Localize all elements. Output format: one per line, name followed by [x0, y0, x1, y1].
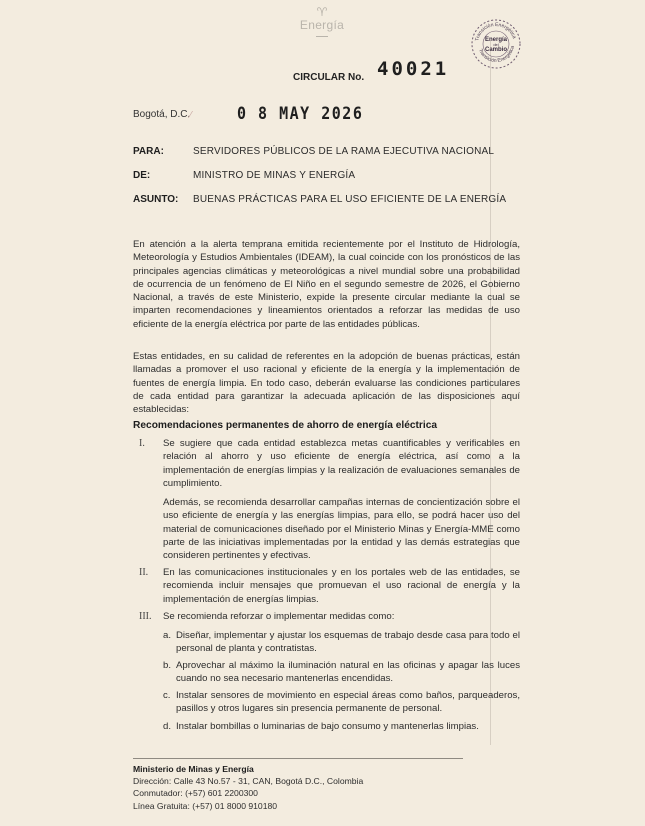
circular-number: 40021 [377, 58, 450, 80]
svg-text:Transición Energética: Transición Energética [476, 45, 516, 65]
footer-toll-free: Línea Gratuita: (+57) 01 8000 910180 [133, 800, 278, 811]
item-number: II. [139, 567, 149, 578]
sub-item [163, 689, 520, 716]
svg-text:Transición Energética: Transición Energética [474, 21, 518, 42]
header-key: PARA: [133, 146, 164, 157]
sub-item-letter: a. [163, 630, 172, 641]
footer-divider [133, 758, 463, 759]
item-text: Se sugiere que cada entidad establezca metas cuantificables y verificables en relación al ahorro y uso eficiente de energía eléctrica, así como a la implementación de energías limpias y la realización de evaluaciones semanales de cumplimiento. [163, 438, 520, 489]
logo-divider [316, 36, 328, 37]
header-value: MINISTRO DE MINAS Y ENERGÍA [193, 170, 356, 181]
sub-item-text: Aprovechar al máximo la iluminación natural en las oficinas y apagar las luces cuando no sea necesario mantenerlas encendidas. [176, 660, 520, 685]
logo-text: Energía [299, 18, 345, 32]
section-heading: Recomendaciones permanentes de ahorro de energía eléctrica [133, 420, 438, 431]
header-key: DE: [133, 170, 151, 181]
header-value: SERVIDORES PÚBLICOS DE LA RAMA EJECUTIVA NACIONAL [193, 146, 495, 157]
list-item [133, 610, 520, 623]
sub-item-text: Diseñar, implementar y ajustar los esquemas de trabajo desde casa para todo el personal de planta y contratistas. [176, 630, 520, 655]
sub-item [163, 659, 520, 686]
shield-icon: ♈ [316, 5, 328, 19]
svg-text:Cambio: Cambio [484, 47, 508, 53]
ink-mark: ⁄ [190, 110, 192, 121]
list-item [133, 496, 520, 562]
footer-phone: Conmutador: (+57) 601 2200300 [133, 788, 258, 799]
energy-seal-logo [470, 18, 522, 70]
item-number [133, 496, 163, 562]
item-number: I. [139, 438, 145, 449]
sub-item [163, 629, 520, 656]
svg-text:del: del [493, 42, 499, 47]
footer [133, 763, 363, 812]
item-text: Además, se recomienda desarrollar campañas internas de concientización sobre el uso eficiente de energía y las energías limpias, para ello, se podrá hacer uso del material de comunicaciones diseñado por el Ministerio Minas y Energía-MME como parte de las iniciativas implementadas por la entidad y las demás estrategias que consideren pertinentes y efectivas. [163, 497, 520, 562]
header-de [133, 170, 355, 181]
header-para [133, 146, 494, 157]
item-text: En las comunicaciones institucionales y en los portales web de las entidades, se recomienda incluir mensajes que promuevan el uso racional de energía y la implementación de energías limpias. [163, 567, 520, 605]
svg-text:Energía: Energía [484, 37, 508, 43]
paragraph: Estas entidades, en su calidad de referentes en la adopción de buenas prácticas, están llamadas a promover el uso racional y eficiente de la energía y la implementación de fuentes de energía limpia. En todo caso, deberán evaluarse las condiciones particulares de cada entidad para garantizar la adecuada aplicación de las disposiciones aquí establecidas: [133, 351, 520, 416]
header-value: BUENAS PRÁCTICAS PARA EL USO EFICIENTE DE LA ENERGÍA [193, 194, 507, 205]
footer-org: Ministerio de Minas y Energía [133, 764, 254, 774]
sub-item-text: Instalar sensores de movimiento en especial áreas como baños, parqueaderos, pasillos y otros lugares sin presencia permanente de personal. [176, 690, 520, 715]
date-stamp: 0 8 MAY 2026 [237, 102, 364, 124]
sub-item-letter: b. [163, 660, 172, 671]
item-number: III. [139, 611, 152, 622]
footer-address: Dirección: Calle 43 No.57 - 31, CAN, Bogotá D.C., Colombia [133, 776, 364, 787]
letterhead-logo [294, 6, 350, 37]
place: Bogotá, D.C. [133, 109, 191, 120]
header-key: ASUNTO: [133, 194, 179, 205]
item-text: Se recomienda reforzar o implementar medidas como: [163, 611, 395, 622]
list-item [133, 437, 520, 490]
sub-item-letter: d. [163, 721, 172, 732]
paragraph: En atención a la alerta temprana emitida recientemente por el Instituto de Hidrología, Meteorología y Estudios Ambientales (IDEAM), la cual coincide con los pronósticos de las principales agencias climáticas y meteorológicas a nivel mundial sobre una probabilidad de ocurrencia de un fenómeno de El Niño en el segundo semestre de 2026, el Gobierno Nacional, a través de este Ministerio, expide la presente circular mediante la cual se imparten recomendaciones y lineamientos orientados a reforzar las medidas de uso eficiente de la energía eléctrica por parte de las entidades públicas. [133, 239, 520, 330]
sub-item-letter: c. [163, 690, 171, 701]
header-asunto [133, 194, 506, 205]
list-item [133, 566, 520, 606]
sub-item [163, 720, 520, 733]
sub-item-text: Instalar bombillas o luminarias de bajo consumo y mantenerlas limpias. [176, 721, 479, 732]
circular-label: CIRCULAR No. [293, 72, 365, 83]
